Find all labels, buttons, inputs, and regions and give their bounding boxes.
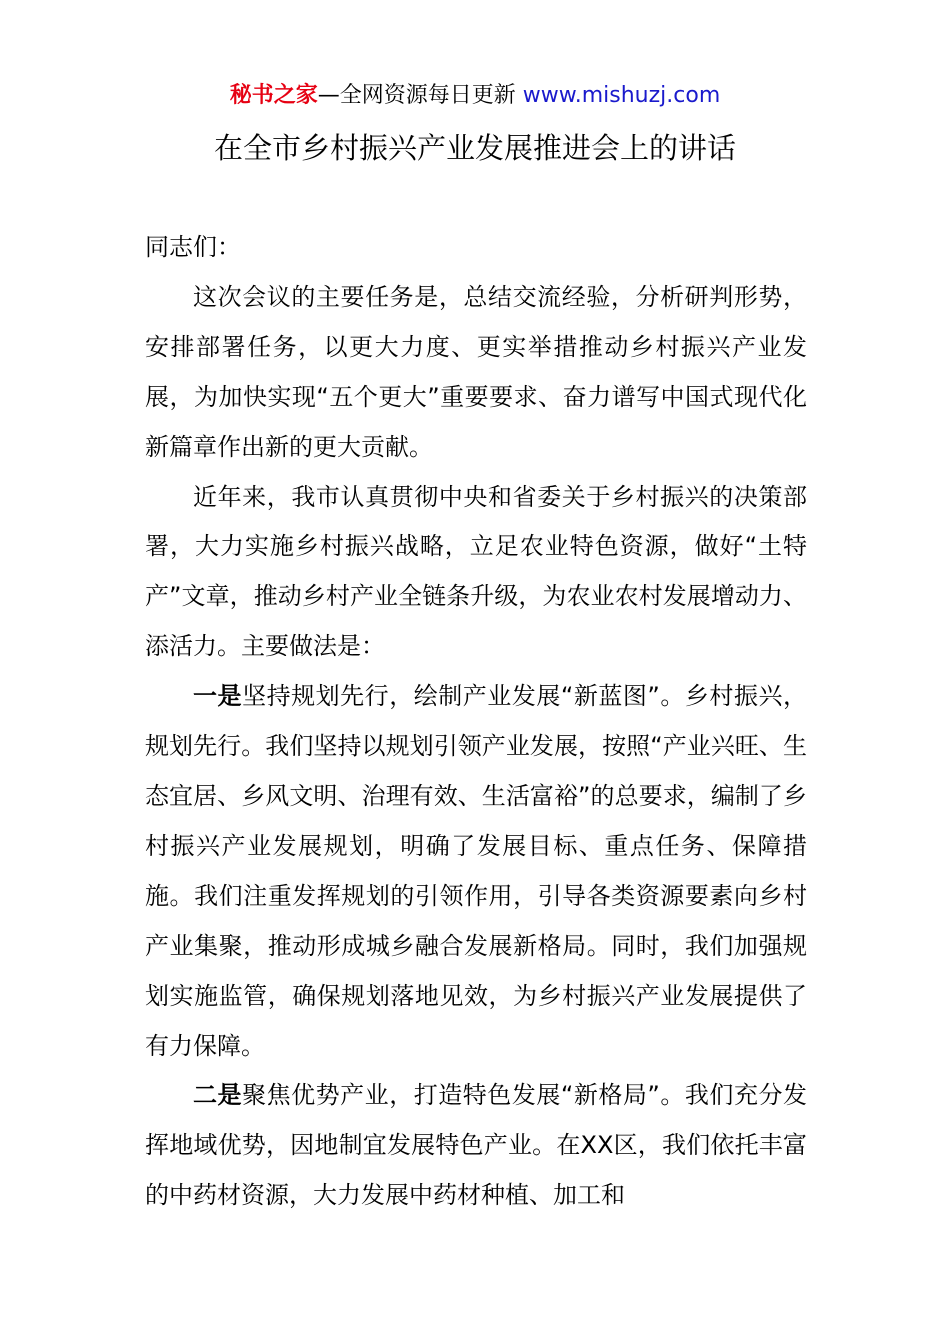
point-two-lead: 二是 [193,1081,243,1110]
paragraph-point-two [145,1071,807,1221]
site-url-link[interactable]: www.mishuzj.com [522,83,721,108]
paragraph-background: 近年来，我市认真贯彻中央和省委关于乡村振兴的决策部署，大力实施乡村振兴战略，立足农业特色资源，做好“土特产”文章，推动乡村产业全链条升级，为农业农村发展增动力、添活力。主要做法是： [145,482,807,661]
site-header-banner [0,80,950,112]
site-brand: 秘书之家 [229,83,318,108]
point-one-lead: 一是 [193,682,243,711]
paragraph-point-one [145,672,807,1071]
point-two-text: 聚焦优势产业，打造特色发展“新格局”。我们充分发挥地域优势，因地制宜发展特色产业。在XX区，我们依托丰富的中药材资源，大力发展中药材种植、加工和 [145,1081,808,1210]
paragraph-intro: 这次会议的主要任务是，总结交流经验，分析研判形势，安排部署任务，以更大力度、更实举措推动乡村振兴产业发展，为加快实现“五个更大”重要要求、奋力谱写中国式现代化新篇章作出新的更大贡献。 [145,282,807,461]
salutation: 同志们： [145,233,241,261]
document-title: 在全市乡村振兴产业发展推进会上的讲话 [213,131,736,165]
document-body [145,223,807,1221]
point-one-text: 坚持规划先行，绘制产业发展“新蓝图”。乡村振兴，规划先行。我们坚持以规划引领产业发展，按照“产业兴旺、生态宜居、乡风文明、治理有效、生活富裕”的总要求，编制了乡村振兴产业发展规划，明确了发展目标、重点任务、保障措施。我们注重发挥规划的引领作用，引导各类资源要素向乡村产业集聚，推动形成城乡融合发展新格局。同时，我们加强规划实施监管，确保规划落地见效，为乡村振兴产业发展提供了有力保障。 [145,682,808,1060]
site-tagline: —全网资源每日更新 [317,83,516,108]
